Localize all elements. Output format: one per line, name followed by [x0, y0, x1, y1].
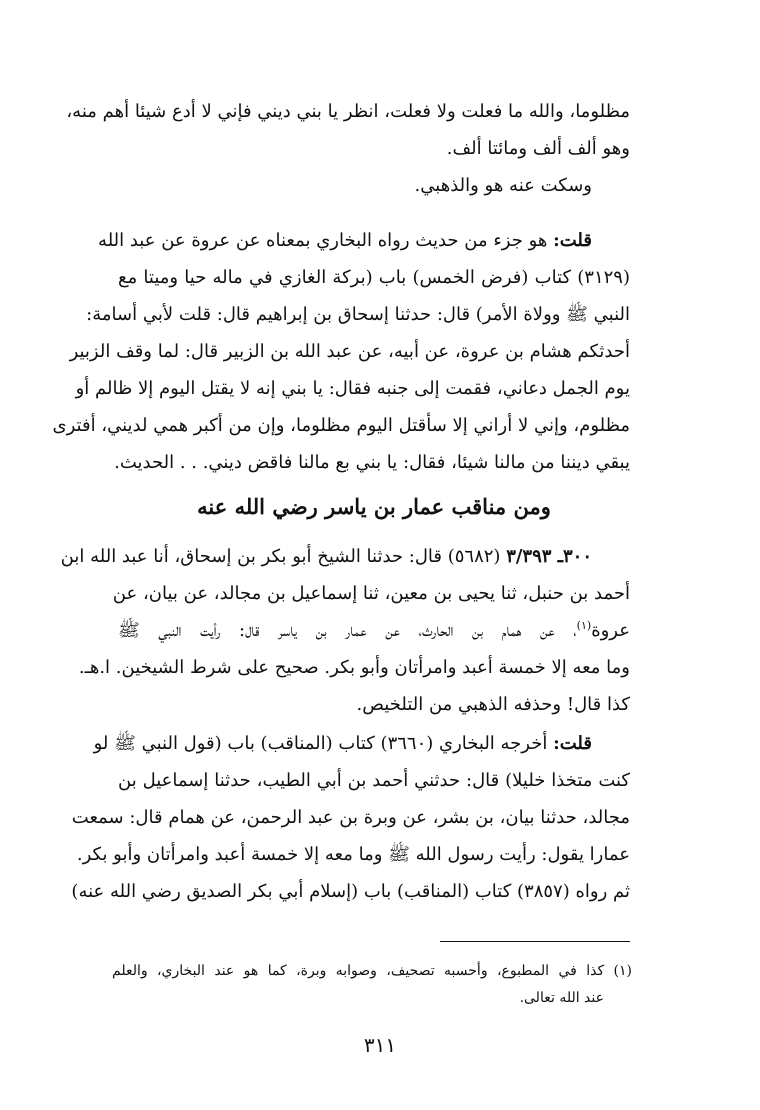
text-line: النبي ﷺ وولاة الأمر) قال: حدثنا إسحاق بن إبراهيم قال: قلت لأبي أسامة: — [86, 304, 630, 325]
footnote-line: عند الله تعالى. — [519, 990, 604, 1006]
text-span: ، عن همام بن الحارث، عن عمار بن ياسر — [277, 620, 577, 641]
continuation-paragraph — [66, 93, 630, 204]
qultu-label: قلت: — [553, 230, 592, 251]
qultu-paragraph-1 — [52, 222, 630, 481]
hadith-300 — [60, 538, 630, 723]
text-line: مجالد، حدثنا بيان، بن بشر، عن وبرة بن عبد الرحمن، عن همام قال: سمعت — [71, 807, 630, 828]
section-heading: ومن مناقب عمار بن ياسر رضي الله عنه — [197, 494, 551, 519]
page-number: ٣١١ — [363, 1033, 397, 1057]
text-line — [93, 725, 630, 762]
text-line: يبقي ديننا من مالنا شيئا، فقال: يا بني بع مالنا فاقض ديني. . . الحديث. — [114, 452, 630, 473]
text-span: أخرجه البخاري (٣٦٦٠) كتاب (المناقب) باب (قول النبي ﷺ لو — [93, 733, 548, 754]
text-line: عمارا يقول: رأيت رسول الله ﷺ وما معه إلا خمسة أعبد وامرأتان وأبو بكر. — [76, 844, 630, 865]
text-line: يوم الجمل دعاني، فقمت إلى جنبه فقال: يا بني إنه لا يقتل اليوم إلا ظالم أو — [75, 378, 630, 399]
footnote-number: (١) — [613, 963, 632, 979]
text-line: كنت متخذا خليلا) قال: حدثني أحمد بن أبي الطيب، حدثنا إسماعيل بن — [118, 770, 630, 791]
text-line: مظلوم، وإني لا أراني إلا سأقتل اليوم مظلوما، وإن من أكبر همي لديني، أفترى — [52, 415, 630, 436]
qultu-paragraph-2 — [71, 725, 630, 910]
text-line: أحدثكم هشام بن عروة، عن أبيه، عن عبد الله بن الزبير قال: لما وقف الزبير — [69, 341, 630, 362]
qultu-label: قلت: — [553, 733, 592, 754]
text-span: (٥٦٨٢) قال: حدثنا الشيخ أبو بكر بن إسحاق، أنا عبد الله ابن — [60, 546, 501, 567]
hadith-number: ٣٠٠ـ ٣/٣٩٣ — [506, 546, 592, 567]
text-line: مظلوما، والله ما فعلت ولا فعلت، انظر يا بني ديني فإني لا أدع شيئا أهم منه، — [66, 101, 630, 122]
footnote-divider — [440, 941, 630, 942]
text-line: كذا قال! وحذفه الذهبي من التلخيص. — [356, 694, 630, 715]
text-line: أحمد بن حنبل، ثنا يحيى بن معين، ثنا إسماعيل بن مجالد، عن بيان، عن — [112, 583, 630, 604]
footnote-line — [112, 958, 632, 985]
footnote — [112, 958, 632, 1012]
text-line — [118, 612, 630, 649]
text-line: (٣١٢٩) كتاب (فرض الخمس) باب (بركة الغازي في ماله حيا وميتا مع — [118, 267, 630, 288]
text-line: ثم رواه (٣٨٥٧) كتاب (المناقب) باب (إسلام أبي بكر الصديق رضي الله عنه) — [71, 881, 630, 902]
text-line: وما معه إلا خمسة أعبد وامرأتان وأبو بكر. صحيح على شرط الشيخين. ا.هـ. — [78, 657, 630, 678]
text-span: عروة — [591, 620, 630, 641]
silence-note: وسكت عنه هو والذهبي. — [414, 175, 592, 196]
footnote-marker: (١) — [576, 619, 592, 632]
text-span: هو جزء من حديث رواه البخاري بمعناه عن عروة عن عبد الله — [98, 230, 548, 251]
text-line — [98, 222, 630, 259]
text-span: قال: رأيت النبي ﷺ — [118, 620, 260, 641]
text-line — [60, 538, 630, 575]
text-span: كذا في المطبوع، وأحسبه تصحيف، وصوابه وبرة، كما هو عند البخاري، والعلم — [112, 963, 605, 979]
text-line: وهو ألف ألف ومائتا ألف. — [446, 138, 630, 159]
